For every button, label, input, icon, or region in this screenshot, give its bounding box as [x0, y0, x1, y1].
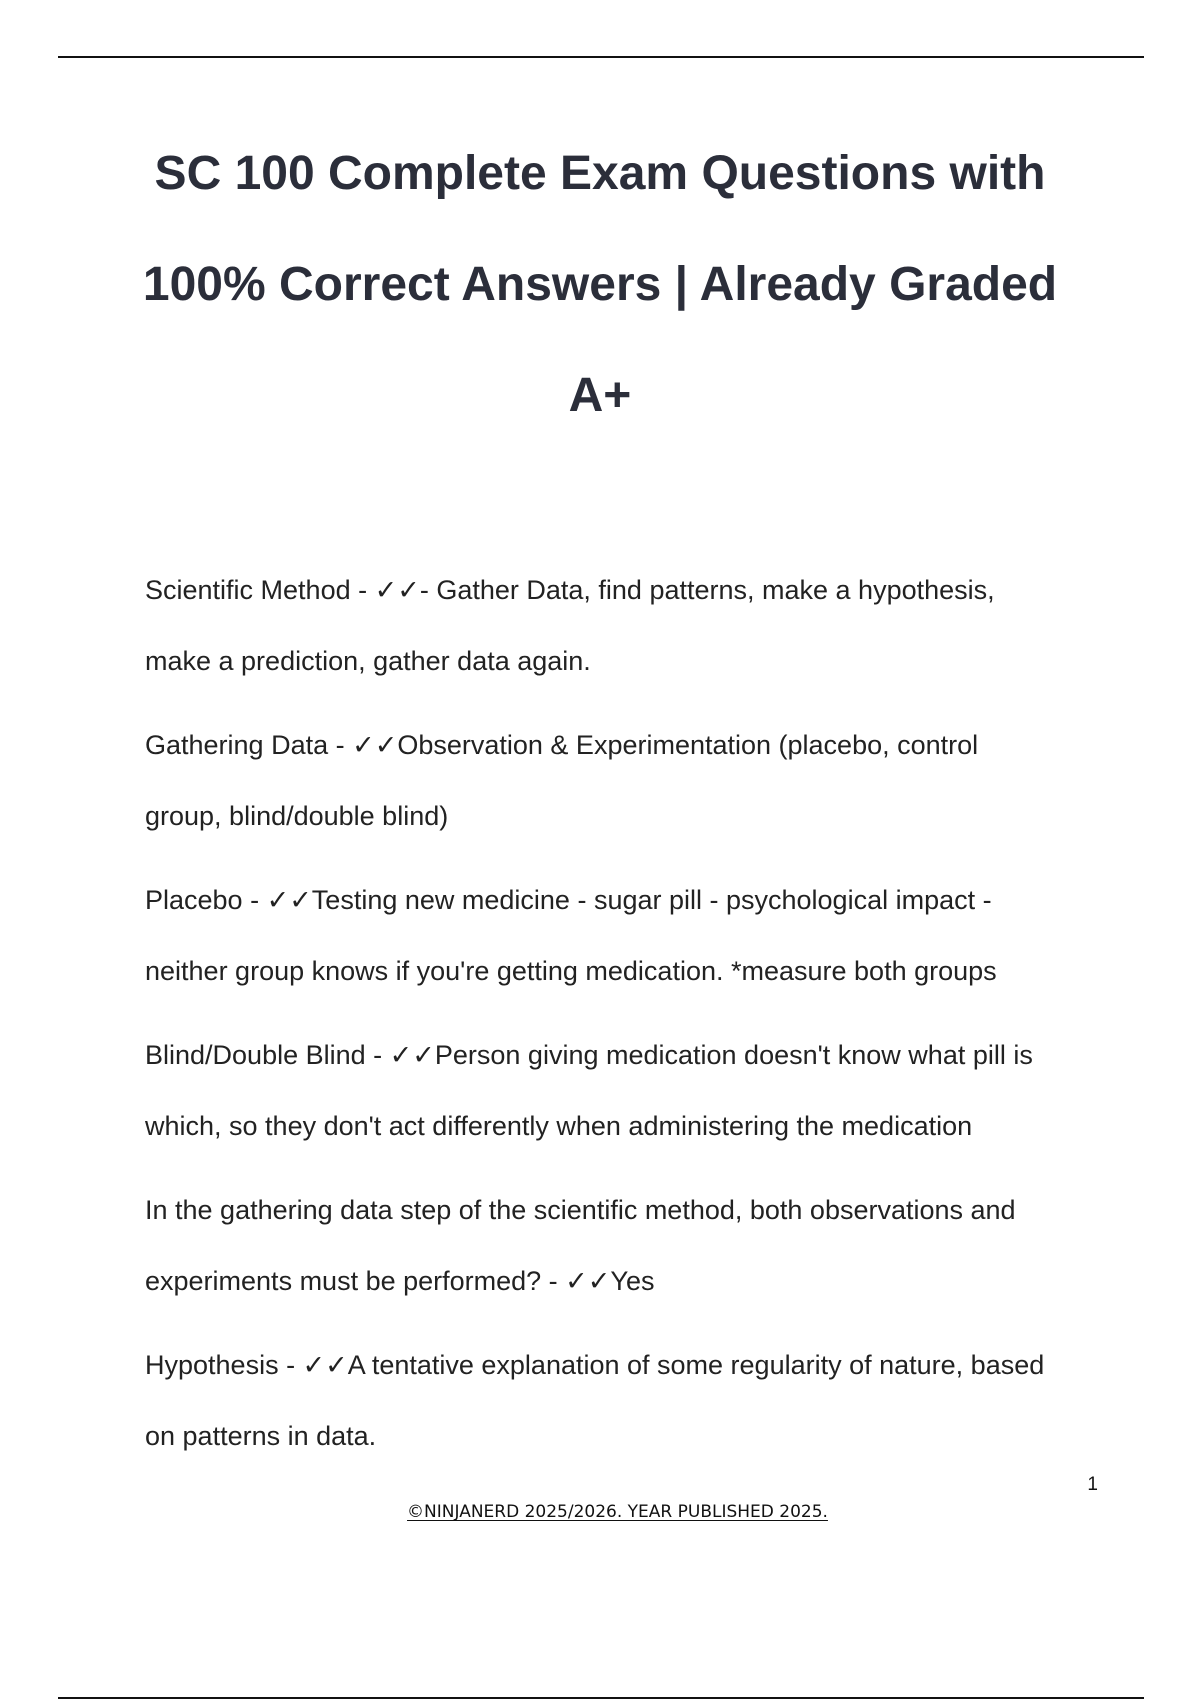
top-rule [58, 56, 1144, 58]
title-line: SC 100 Complete Exam Questions with [154, 147, 1046, 200]
qa-line: experiments must be performed? - ✓✓Yes [145, 1266, 655, 1296]
qa-line: which, so they don't act differently when administering the medication [145, 1111, 973, 1141]
copyright-text: ©NINJANERD 2025/2026. YEAR PUBLISHED 2025. [407, 1502, 828, 1522]
qa-line: Gathering Data - ✓✓Observation & Experimentation (placebo, control [145, 730, 979, 760]
qa-entry-hypothesis [145, 1330, 1145, 1472]
title-line: 100% Correct Answers | Already Graded [142, 258, 1058, 311]
qa-entry-gathering-data-step [145, 1175, 1145, 1317]
title-line: A+ [568, 369, 632, 422]
qa-line: neither group knows if you're getting medication. *measure both groups [145, 956, 997, 986]
qa-line: group, blind/double blind) [145, 801, 449, 831]
qa-entry-placebo [145, 865, 1145, 1007]
qa-line: on patterns in data. [145, 1421, 377, 1451]
qa-line: Hypothesis - ✓✓A tentative explanation of some regularity of nature, based [145, 1350, 1045, 1380]
qa-line: In the gathering data step of the scientific method, both observations and [145, 1195, 1016, 1225]
qa-entry-gathering-data [145, 710, 1145, 852]
bottom-rule [58, 1697, 1144, 1699]
qa-line: make a prediction, gather data again. [145, 646, 591, 676]
copyright-footer [0, 1502, 1200, 1522]
page-number: 1 [1087, 1474, 1098, 1495]
qa-line: Blind/Double Blind - ✓✓Person giving medication doesn't know what pill is [145, 1040, 1033, 1070]
qa-entry-blind-double-blind [145, 1020, 1145, 1162]
qa-list [145, 555, 1145, 1472]
qa-line: Scientific Method - ✓✓- Gather Data, find patterns, make a hypothesis, [145, 575, 995, 605]
qa-line: Placebo - ✓✓Testing new medicine - sugar pill - psychological impact - [145, 885, 992, 915]
qa-entry-scientific-method [145, 555, 1145, 697]
document-title [100, 140, 1100, 473]
